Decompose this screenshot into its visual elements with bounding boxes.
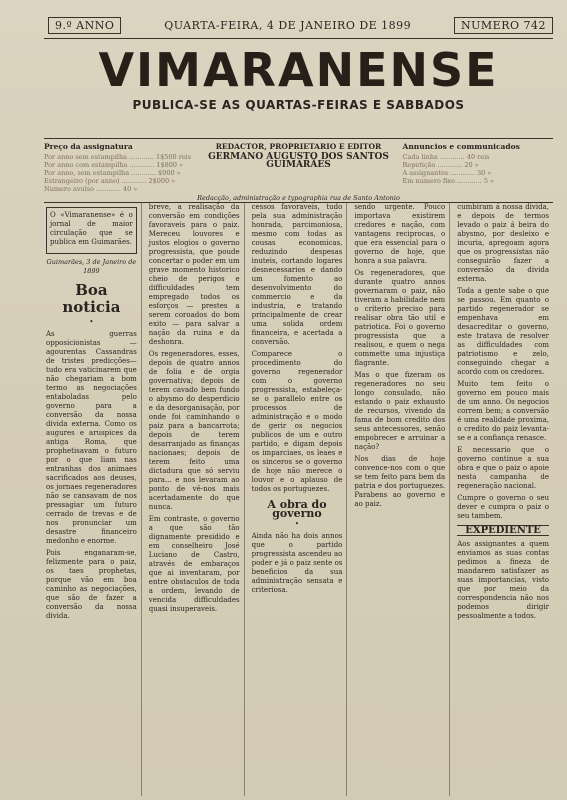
heading-ornament: • — [294, 520, 300, 528]
subscription-line: Numero avulso ............ 40 » — [44, 185, 138, 193]
article-heading-boa-noticia: Boa noticia — [62, 281, 121, 316]
heading-ornament: • — [89, 318, 94, 326]
editor-name: GERMANO AUGUSTO DOS SANTOS GUIMARÃES — [208, 152, 389, 170]
masthead-rule — [44, 138, 553, 139]
expediente-heading: EXPEDIENTE — [457, 525, 549, 536]
advert-line: Cada linha ............ 40 reis — [402, 153, 490, 161]
issue-year: 9.º ANNO — [48, 17, 121, 34]
article-paragraph: Mas o que fizeram os regeneradores no seu longo consulado, não estando o paiz exhausto de recursos, vivendo da fama de bom credito dos seus antecessores, senão empobrecer e arruinar a nação? — [354, 371, 446, 451]
editor-role: REDACTOR, PROPRIETARIO E EDITOR — [215, 142, 382, 151]
article-paragraph: Os regeneradores, que durante quatro annos governaram o paiz, não tiveram a habilidade nem o criterio preciso para realisar obra tão util e patriotica. Foi o governo progressista que a realisou, e quem o nega commette uma injustiça flagrante. — [354, 269, 446, 367]
advert-prices — [403, 143, 553, 193]
article-paragraph: sendo urgente. Pouco importava existirem credores e nação, com vantagens reciprocas, o que era essencial para o governo de hoje, que honra a sua palavra. — [354, 203, 446, 265]
subscription-line: Por anno sem estampilha ............ 1$500 reis — [44, 153, 192, 161]
header-line — [48, 14, 553, 36]
admin-address: Redacção, administração e typographia rua de Santo Antonio — [197, 194, 400, 202]
article-paragraph: cumbiram á nossa divida, e depois de termos levado o paiz á beira do abysmo, por desleixo e incuria, apregoam agora que os progressistas não conseguirão fazer a conversão da divida externa. — [457, 203, 549, 283]
article-columns — [44, 203, 553, 796]
column-3 — [250, 203, 348, 796]
article-paragraph: Cumpre o governo o seu dever e cumpra o paiz o seu tambem. — [457, 494, 549, 520]
subscription-title: Preço da assignatura — [44, 142, 133, 151]
article-paragraph: breve, a realisação da conversão em condições favoraveis para o paiz. Mereceu louvores e justos elogios o governo progressista, que poude concertar o poder em um grave momento historico cheio de perigos e difficuldades tem empregado todos os esforços — prestes a serem coroados do bom exito — para salvar a nação da ruina e da deshonra. — [148, 203, 240, 346]
newspaper-subtitle: PUBLICA-SE AS QUARTAS-FEIRAS E SABBADOS — [132, 98, 465, 112]
article-paragraph: Muito tem feito o governo em pouco mais de um anno. Os negocios correm bem; a conversão é uma realidade proxima, o credito do paiz levanta-se e a confiança renasce. — [457, 380, 549, 442]
article-paragraph: Toda a gente sabe o que se passou. Em quanto o partido regenerador se empenhava em desacreditar o governo, este tratava de resolver as difficuldades com patriotismo e zelo, conseguindo chegar a acordo com os credores. — [457, 287, 549, 376]
subscription-line: Por anno com estampilha ............ 1$800 » — [44, 161, 184, 169]
lead-notice — [46, 207, 137, 254]
advert-line: Repetição ............ 20 » — [402, 161, 479, 169]
editor-box — [204, 143, 392, 193]
issue-number: NUMERO 742 — [454, 17, 553, 34]
column-2 — [147, 203, 245, 796]
article-paragraph: Nos dias de hoje convence-nos com o que se tem feito para bem da patria e dos portuguezes. Parabens ao governo e ao paiz. — [354, 455, 446, 508]
info-bar — [44, 143, 553, 191]
article-paragraph: Comparece o procedimento do governo regenerador com o governo progressista, estabeleça-se o parallelo entre os processos de administração e o modo de gerir os negocios publicos de um e outro partido, e digam depois os imparciaes, os leaes e os sinceros se o governo de hoje não merece o louvor e o aplauso de todos os portuguezes. — [251, 350, 343, 493]
header-rule — [44, 38, 553, 39]
column-5 — [455, 203, 553, 796]
article-paragraph: Pois enganaram-se, felizmente para o paiz, os taes prophetas, porque vão em boa caminho as negociações, que são de fazer a conversão da nossa divida. — [46, 549, 137, 620]
advert-line: Em numero fixo ............ 5 » — [402, 177, 494, 185]
article-paragraph: Ainda não ha dois annos que o partido progressista ascendeu ao poder e já o paiz sente os beneficios da sua administração sensata e criteriosa. — [251, 532, 343, 594]
subscription-line: Por anno, sem estampilha ............ $900 » — [44, 169, 181, 177]
article-paragraph: As guerras opposicionistas — agourentas Cassandras de tristes predicções—tudo era vaticinarem que não chegariam a bom termo as negociações entaboladas pelo governo para a conversão da nossa divida externa. Como os augures e aruspices da antiga Roma, que prophetisavam o futuro por o que liam nas entranhas dos animaes sacrificados aos deuses, os jornaes regeneradores não se cansavam de nos pressagiar um futuro cerrado de trevas e de nos pronunciar um desastre financeiro medonho e enorme. — [46, 330, 137, 545]
newspaper-title: VIMARANENSE — [98, 43, 499, 97]
subscription-line: Estrangeiro (por anno) ............ 2$000 » — [44, 177, 176, 185]
article-paragraph: Aos assignantes a quem enviamos as suas contas pedimos a fineza de mandarem satisfazer as suas importancias, visto que por meio da correspondencia não nos podemos dirigir pessoalmente a todos. — [457, 540, 549, 620]
column-4 — [352, 203, 450, 796]
article-heading-obra-do-governo: A obra do governo — [267, 498, 327, 520]
article-paragraph: cessos favoraveis, tudo pela sua administração honrada, parcimoniosa, mesmo com todas as cousas economicas, reduzindo despesas inuteis, cortando logares desnecessarios e dando um fomento ao desenvolvimento do commercio e da industria, e tratando principalmente de crear uma solida ordem financeira, e acertada a conversão. — [251, 203, 343, 346]
issue-date: QUARTA-FEIRA, 4 DE JANEIRO DE 1899 — [164, 18, 412, 32]
advert-line: A assignantes ............ 30 » — [402, 169, 492, 177]
article-paragraph: Os regeneradores, esses, depois de quatro annos de folia e de orgia governativa; depois de terem cavado bem fundo o abysmo do desperdicio e da desorganisação, por onde foi caminhando o paiz para a bancarrota; depois de terem desarranjado as finanças nacionaes; depois de terem feito uma dictadura que só serviu para... e nos levaram ao ponto de vê-nos mais acertadamente do que nunca. — [148, 350, 240, 511]
masthead — [44, 44, 553, 112]
dateline: Guimarães, 3 de Janeiro de 1899 — [46, 258, 137, 275]
lead-text: O «Vimaranense» é o jornal de maior circulação que se publica em Guimarães. — [50, 211, 133, 246]
article-paragraph: Em contraste, o governo a que são tão dignamente presidido e em conselheiro José Luciano de Castro, através de embaraços que ai inventaram, por entre obstaculos de toda a ordem, levando de vencida difficuldades quasi insuperaveis. — [148, 515, 240, 613]
advert-title: Annuncios e communicados — [402, 142, 520, 151]
article-paragraph: E necessario que o governo continue a sua obra e que o paiz o apoie nesta campanha de regeneração nacional. — [457, 446, 549, 490]
subscription-prices — [44, 143, 194, 193]
column-1 — [44, 203, 142, 796]
